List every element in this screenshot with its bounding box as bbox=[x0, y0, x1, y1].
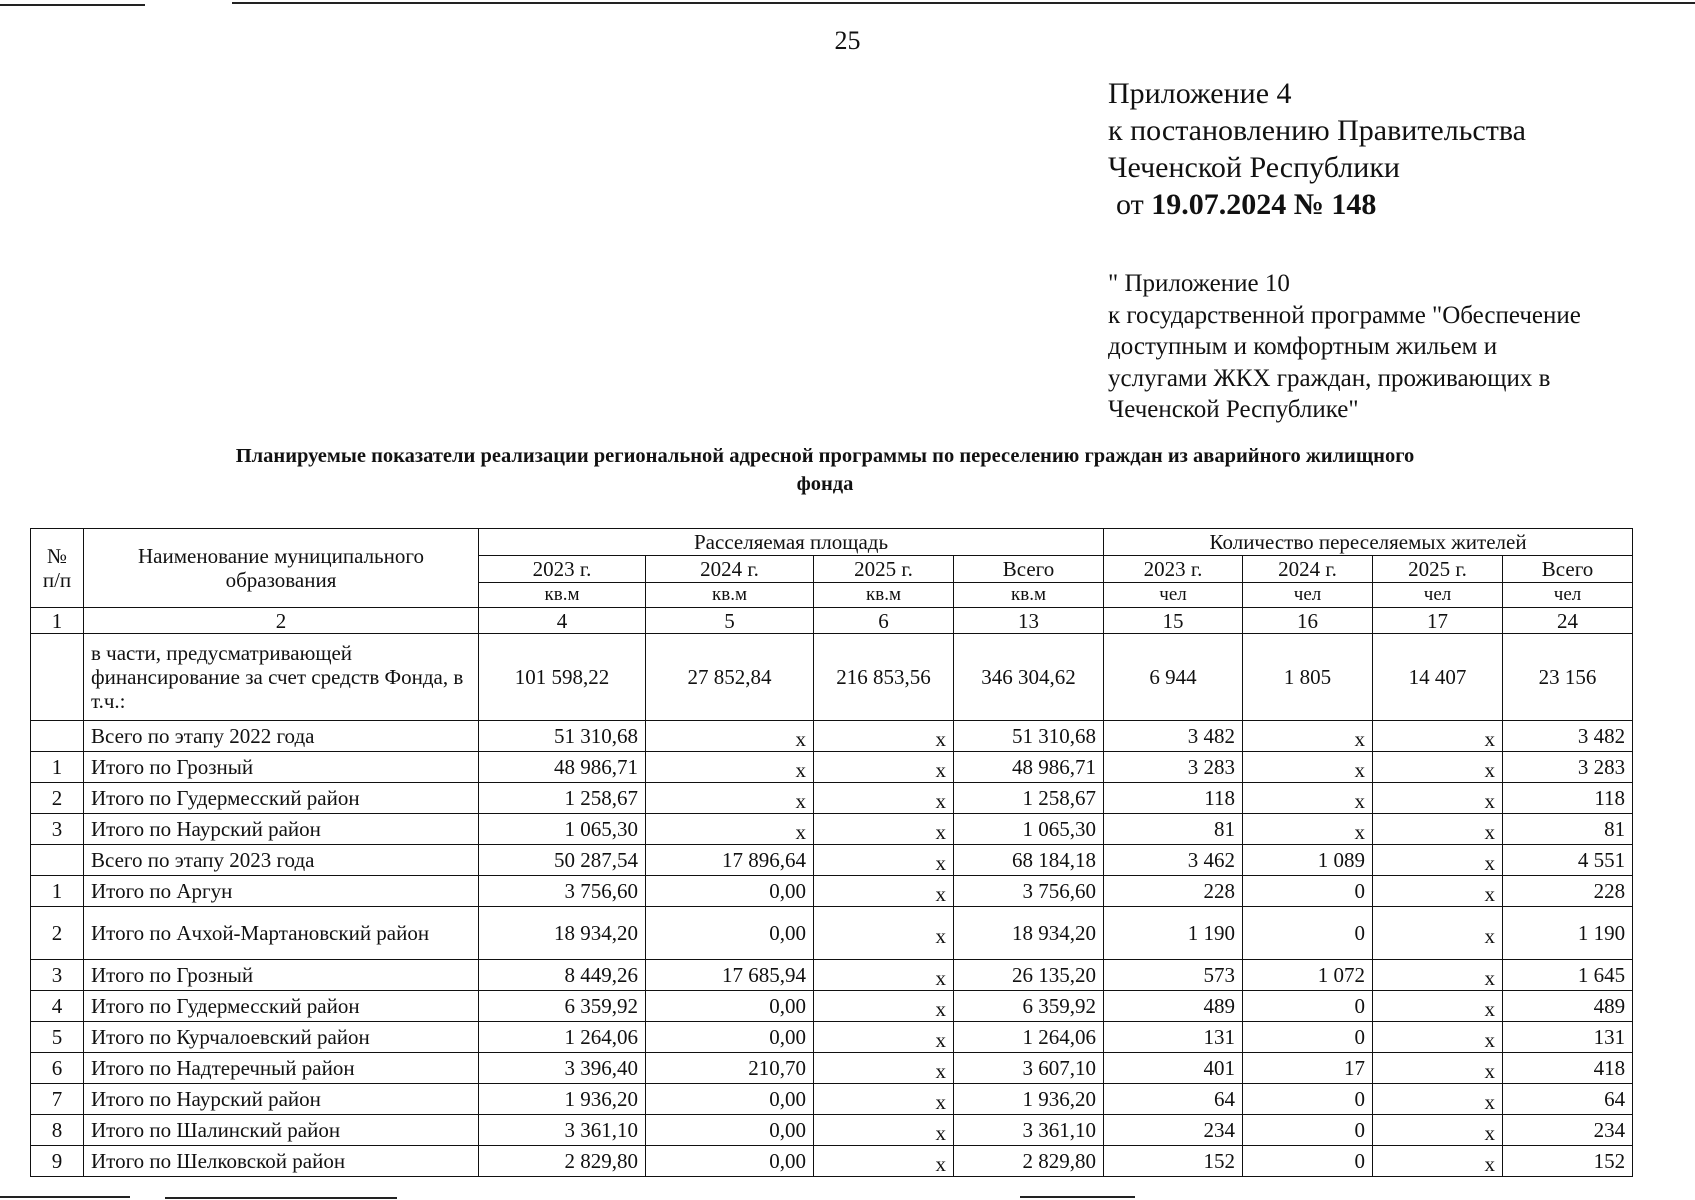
not-applicable-mark: x bbox=[935, 1121, 946, 1145]
header-year-cell: 2023 г. bbox=[479, 556, 646, 583]
value-cell: 3 482 bbox=[1503, 721, 1633, 752]
top-edge-line-left bbox=[0, 4, 145, 6]
value-cell: 81 bbox=[1104, 814, 1243, 845]
header-people-group: Количество переселяемых жителей bbox=[1104, 529, 1633, 556]
table-row bbox=[31, 634, 1633, 721]
value-cell bbox=[814, 1053, 954, 1084]
value-cell: 64 bbox=[1104, 1084, 1243, 1115]
value-cell: 418 bbox=[1503, 1053, 1633, 1084]
not-applicable-mark: x bbox=[935, 1028, 946, 1052]
value-cell: 118 bbox=[1104, 783, 1243, 814]
column-index-cell: 1 bbox=[31, 608, 84, 634]
appendix-date-line bbox=[1108, 186, 1526, 223]
value-cell: 0,00 bbox=[646, 991, 814, 1022]
value-cell: 573 bbox=[1104, 960, 1243, 991]
not-applicable-mark: x bbox=[935, 1059, 946, 1083]
column-index-cell: 24 bbox=[1503, 608, 1633, 634]
header-unit-cell: чел bbox=[1243, 583, 1373, 608]
not-applicable-mark: x bbox=[1484, 820, 1496, 844]
value-cell bbox=[1373, 1022, 1503, 1053]
header-unit-cell: кв.м bbox=[814, 583, 954, 608]
row-name-cell: Итого по Ачхой-Мартановский район bbox=[84, 907, 479, 960]
row-name-cell: Итого по Грозный bbox=[84, 960, 479, 991]
value-cell: 1 936,20 bbox=[954, 1084, 1104, 1115]
header-year-cell: 2024 г. bbox=[646, 556, 814, 583]
header-unit-cell: чел bbox=[1104, 583, 1243, 608]
header-year-cell: Всего bbox=[954, 556, 1104, 583]
row-number-cell: 4 bbox=[31, 991, 84, 1022]
not-applicable-mark: x bbox=[935, 882, 946, 906]
header-unit-cell: чел bbox=[1503, 583, 1633, 608]
program-ref-line-4: услугами ЖКХ граждан, проживающих в bbox=[1108, 364, 1551, 392]
value-cell bbox=[814, 783, 954, 814]
row-number-cell bbox=[31, 845, 84, 876]
value-cell: 1 190 bbox=[1104, 907, 1243, 960]
value-cell bbox=[646, 721, 814, 752]
value-cell bbox=[814, 991, 954, 1022]
value-cell: 0,00 bbox=[646, 1084, 814, 1115]
value-cell: 118 bbox=[1503, 783, 1633, 814]
value-cell: 1 072 bbox=[1243, 960, 1373, 991]
value-cell: 23 156 bbox=[1503, 634, 1633, 721]
row-number-cell: 1 bbox=[31, 752, 84, 783]
value-cell: 8 449,26 bbox=[479, 960, 646, 991]
row-name-cell: в части, предусматривающей финансирование за счет средств Фонда, в т.ч.: bbox=[84, 634, 479, 721]
row-name-cell: Итого по Наурский район bbox=[84, 1084, 479, 1115]
value-cell bbox=[814, 876, 954, 907]
indicators-table bbox=[30, 528, 1633, 1177]
value-cell bbox=[814, 1146, 954, 1177]
value-cell: 17 685,94 bbox=[646, 960, 814, 991]
not-applicable-mark: x bbox=[795, 758, 806, 782]
value-cell: 3 756,60 bbox=[479, 876, 646, 907]
value-cell bbox=[814, 721, 954, 752]
value-cell: 228 bbox=[1503, 876, 1633, 907]
not-applicable-mark: x bbox=[1484, 924, 1496, 948]
program-ref-line-3: доступным и комфортным жильем и bbox=[1108, 333, 1498, 360]
value-cell: 3 756,60 bbox=[954, 876, 1104, 907]
value-cell: 216 853,56 bbox=[814, 634, 954, 721]
row-number-cell: 7 bbox=[31, 1084, 84, 1115]
table-row bbox=[31, 1115, 1633, 1146]
header-name: Наименование муниципального образования bbox=[84, 529, 479, 608]
header-area-group: Расселяемая площадь bbox=[479, 529, 1104, 556]
bottom-edge-line-mid bbox=[165, 1197, 397, 1199]
program-ref-line-1: " Приложение 10 bbox=[1108, 270, 1290, 297]
value-cell: 3 607,10 bbox=[954, 1053, 1104, 1084]
table-row bbox=[31, 907, 1633, 960]
column-index-cell: 15 bbox=[1104, 608, 1243, 634]
program-ref-line-2: к государственной программе "Обеспечение bbox=[1108, 301, 1581, 329]
value-cell: 1 264,06 bbox=[479, 1022, 646, 1053]
row-name-cell: Всего по этапу 2022 года bbox=[84, 721, 479, 752]
row-name-cell: Итого по Аргун bbox=[84, 876, 479, 907]
value-cell: 3 283 bbox=[1503, 752, 1633, 783]
header-unit-cell: чел bbox=[1373, 583, 1503, 608]
value-cell bbox=[646, 783, 814, 814]
value-cell: 0,00 bbox=[646, 876, 814, 907]
header-num: № п/п bbox=[31, 529, 84, 608]
value-cell: 152 bbox=[1503, 1146, 1633, 1177]
header-unit-cell: кв.м bbox=[954, 583, 1104, 608]
table-row bbox=[31, 876, 1633, 907]
value-cell: 3 361,10 bbox=[954, 1115, 1104, 1146]
value-cell: 26 135,20 bbox=[954, 960, 1104, 991]
not-applicable-mark: x bbox=[795, 820, 806, 844]
value-cell bbox=[646, 752, 814, 783]
table-row bbox=[31, 814, 1633, 845]
value-cell: 6 359,92 bbox=[954, 991, 1104, 1022]
value-cell bbox=[1373, 752, 1503, 783]
value-cell bbox=[1373, 907, 1503, 960]
not-applicable-mark: x bbox=[935, 820, 946, 844]
not-applicable-mark: x bbox=[1484, 758, 1496, 782]
value-cell: 234 bbox=[1104, 1115, 1243, 1146]
not-applicable-mark: x bbox=[1354, 758, 1366, 782]
column-index-cell: 4 bbox=[479, 608, 646, 634]
not-applicable-mark: x bbox=[1484, 1152, 1496, 1176]
value-cell: 401 bbox=[1104, 1053, 1243, 1084]
not-applicable-mark: x bbox=[935, 997, 946, 1021]
value-cell: 3 361,10 bbox=[479, 1115, 646, 1146]
not-applicable-mark: x bbox=[1354, 727, 1366, 751]
program-reference bbox=[1108, 268, 1581, 426]
value-cell: 489 bbox=[1503, 991, 1633, 1022]
table-row bbox=[31, 752, 1633, 783]
table-row bbox=[31, 1084, 1633, 1115]
value-cell: 1 258,67 bbox=[954, 783, 1104, 814]
value-cell: 68 184,18 bbox=[954, 845, 1104, 876]
value-cell: 64 bbox=[1503, 1084, 1633, 1115]
value-cell bbox=[1243, 814, 1373, 845]
value-cell: 1 089 bbox=[1243, 845, 1373, 876]
value-cell bbox=[1373, 1053, 1503, 1084]
value-cell: 0 bbox=[1243, 907, 1373, 960]
header-year-cell: 2025 г. bbox=[1373, 556, 1503, 583]
header-row-column-index bbox=[31, 608, 1633, 634]
header-year-cell: 2025 г. bbox=[814, 556, 954, 583]
row-name-cell: Итого по Гудермесский район bbox=[84, 991, 479, 1022]
header-year-cell: 2024 г. bbox=[1243, 556, 1373, 583]
row-name-cell: Итого по Шалинский район bbox=[84, 1115, 479, 1146]
row-number-cell: 8 bbox=[31, 1115, 84, 1146]
table-row bbox=[31, 783, 1633, 814]
table-row bbox=[31, 1053, 1633, 1084]
value-cell: 3 283 bbox=[1104, 752, 1243, 783]
value-cell: 14 407 bbox=[1373, 634, 1503, 721]
document-title-line-2: фонда bbox=[796, 473, 854, 495]
value-cell: 1 645 bbox=[1503, 960, 1633, 991]
not-applicable-mark: x bbox=[1484, 997, 1496, 1021]
not-applicable-mark: x bbox=[1484, 966, 1496, 990]
table-body bbox=[31, 634, 1633, 1177]
value-cell: 131 bbox=[1104, 1022, 1243, 1053]
value-cell: 18 934,20 bbox=[479, 907, 646, 960]
not-applicable-mark: x bbox=[935, 851, 946, 875]
not-applicable-mark: x bbox=[935, 1090, 946, 1114]
value-cell: 0 bbox=[1243, 1115, 1373, 1146]
row-number-cell: 2 bbox=[31, 907, 84, 960]
not-applicable-mark: x bbox=[795, 789, 806, 813]
appendix-block bbox=[1108, 75, 1526, 223]
value-cell: 1 065,30 bbox=[954, 814, 1104, 845]
value-cell: 131 bbox=[1503, 1022, 1633, 1053]
value-cell bbox=[1243, 721, 1373, 752]
appendix-date-value: 19.07.2024 № 148 bbox=[1151, 188, 1377, 221]
header-row-groups bbox=[31, 529, 1633, 556]
value-cell: 27 852,84 bbox=[646, 634, 814, 721]
value-cell: 101 598,22 bbox=[479, 634, 646, 721]
value-cell: 0,00 bbox=[646, 1146, 814, 1177]
row-number-cell bbox=[31, 721, 84, 752]
value-cell: 489 bbox=[1104, 991, 1243, 1022]
value-cell: 17 896,64 bbox=[646, 845, 814, 876]
header-year-cell: 2023 г. bbox=[1104, 556, 1243, 583]
not-applicable-mark: x bbox=[795, 727, 806, 751]
appendix-date-prefix: от bbox=[1116, 188, 1152, 221]
value-cell bbox=[1373, 991, 1503, 1022]
not-applicable-mark: x bbox=[1484, 882, 1496, 906]
row-name-cell: Итого по Шелковской район bbox=[84, 1146, 479, 1177]
column-index-cell: 17 bbox=[1373, 608, 1503, 634]
row-name-cell: Итого по Грозный bbox=[84, 752, 479, 783]
not-applicable-mark: x bbox=[935, 727, 946, 751]
bottom-edge-line-left bbox=[0, 1196, 130, 1198]
not-applicable-mark: x bbox=[1484, 789, 1496, 813]
value-cell: 0,00 bbox=[646, 907, 814, 960]
table-row bbox=[31, 960, 1633, 991]
header-year-cell: Всего bbox=[1503, 556, 1633, 583]
value-cell bbox=[1373, 814, 1503, 845]
document-title-line-1: Планируемые показатели реализации региональной адресной программы по переселению граждан из аварийного жилищного bbox=[235, 445, 1415, 467]
value-cell: 1 805 bbox=[1243, 634, 1373, 721]
row-number-cell: 3 bbox=[31, 960, 84, 991]
appendix-line-1: Приложение 4 bbox=[1108, 77, 1292, 110]
value-cell: 3 462 bbox=[1104, 845, 1243, 876]
page-number: 25 bbox=[834, 26, 861, 55]
column-index-cell: 6 bbox=[814, 608, 954, 634]
value-cell: 18 934,20 bbox=[954, 907, 1104, 960]
value-cell bbox=[1373, 1115, 1503, 1146]
value-cell: 17 bbox=[1243, 1053, 1373, 1084]
value-cell: 0 bbox=[1243, 991, 1373, 1022]
value-cell bbox=[1373, 876, 1503, 907]
table-row bbox=[31, 721, 1633, 752]
not-applicable-mark: x bbox=[1484, 851, 1496, 875]
value-cell: 0 bbox=[1243, 1022, 1373, 1053]
row-number-cell bbox=[31, 634, 84, 721]
column-index-cell: 16 bbox=[1243, 608, 1373, 634]
value-cell: 51 310,68 bbox=[954, 721, 1104, 752]
value-cell: 2 829,80 bbox=[479, 1146, 646, 1177]
header-unit-cell: кв.м bbox=[479, 583, 646, 608]
table-row bbox=[31, 991, 1633, 1022]
value-cell: 1 264,06 bbox=[954, 1022, 1104, 1053]
row-number-cell: 5 bbox=[31, 1022, 84, 1053]
value-cell bbox=[814, 814, 954, 845]
value-cell bbox=[814, 1084, 954, 1115]
header-unit-cell: кв.м bbox=[646, 583, 814, 608]
value-cell bbox=[1243, 783, 1373, 814]
value-cell: 6 944 bbox=[1104, 634, 1243, 721]
row-number-cell: 9 bbox=[31, 1146, 84, 1177]
not-applicable-mark: x bbox=[935, 789, 946, 813]
not-applicable-mark: x bbox=[1484, 1121, 1496, 1145]
value-cell bbox=[814, 845, 954, 876]
not-applicable-mark: x bbox=[1354, 820, 1366, 844]
appendix-line-2: к постановлению Правительства bbox=[1108, 114, 1526, 147]
row-name-cell: Итого по Гудермесский район bbox=[84, 783, 479, 814]
value-cell: 3 396,40 bbox=[479, 1053, 646, 1084]
value-cell: 346 304,62 bbox=[954, 634, 1104, 721]
value-cell: 48 986,71 bbox=[954, 752, 1104, 783]
value-cell: 210,70 bbox=[646, 1053, 814, 1084]
column-index-cell: 2 bbox=[84, 608, 479, 634]
value-cell: 81 bbox=[1503, 814, 1633, 845]
value-cell: 228 bbox=[1104, 876, 1243, 907]
row-number-cell: 3 bbox=[31, 814, 84, 845]
value-cell: 0,00 bbox=[646, 1115, 814, 1146]
table-row bbox=[31, 845, 1633, 876]
document-title bbox=[60, 442, 1590, 498]
value-cell bbox=[814, 1115, 954, 1146]
row-number-cell: 1 bbox=[31, 876, 84, 907]
row-number-cell: 6 bbox=[31, 1053, 84, 1084]
value-cell: 4 551 bbox=[1503, 845, 1633, 876]
value-cell bbox=[1373, 845, 1503, 876]
value-cell bbox=[1373, 783, 1503, 814]
value-cell: 51 310,68 bbox=[479, 721, 646, 752]
value-cell: 1 936,20 bbox=[479, 1084, 646, 1115]
value-cell: 1 065,30 bbox=[479, 814, 646, 845]
value-cell: 0 bbox=[1243, 876, 1373, 907]
table-row bbox=[31, 1146, 1633, 1177]
value-cell: 1 258,67 bbox=[479, 783, 646, 814]
value-cell: 0 bbox=[1243, 1084, 1373, 1115]
appendix-line-3: Чеченской Республики bbox=[1108, 151, 1400, 184]
value-cell bbox=[814, 752, 954, 783]
top-edge-line-right bbox=[232, 2, 1695, 4]
not-applicable-mark: x bbox=[935, 1152, 946, 1176]
bottom-edge-line-right bbox=[1020, 1196, 1135, 1198]
value-cell: 152 bbox=[1104, 1146, 1243, 1177]
value-cell: 1 190 bbox=[1503, 907, 1633, 960]
value-cell: 0 bbox=[1243, 1146, 1373, 1177]
row-name-cell: Итого по Надтеречный район bbox=[84, 1053, 479, 1084]
value-cell bbox=[814, 1022, 954, 1053]
value-cell: 6 359,92 bbox=[479, 991, 646, 1022]
value-cell bbox=[1373, 1146, 1503, 1177]
program-ref-line-5: Чеченской Республике" bbox=[1108, 396, 1359, 423]
value-cell bbox=[1373, 721, 1503, 752]
not-applicable-mark: x bbox=[935, 924, 946, 948]
value-cell bbox=[814, 960, 954, 991]
not-applicable-mark: x bbox=[1484, 1090, 1496, 1114]
not-applicable-mark: x bbox=[1354, 789, 1366, 813]
value-cell: 234 bbox=[1503, 1115, 1633, 1146]
row-number-cell: 2 bbox=[31, 783, 84, 814]
value-cell: 0,00 bbox=[646, 1022, 814, 1053]
value-cell: 48 986,71 bbox=[479, 752, 646, 783]
row-name-cell: Итого по Курчалоевский район bbox=[84, 1022, 479, 1053]
value-cell bbox=[1373, 1084, 1503, 1115]
not-applicable-mark: x bbox=[1484, 1059, 1496, 1083]
not-applicable-mark: x bbox=[935, 966, 946, 990]
value-cell bbox=[1373, 960, 1503, 991]
value-cell bbox=[814, 907, 954, 960]
column-index-cell: 13 bbox=[954, 608, 1104, 634]
value-cell: 2 829,80 bbox=[954, 1146, 1104, 1177]
value-cell bbox=[646, 814, 814, 845]
value-cell bbox=[1243, 752, 1373, 783]
value-cell: 3 482 bbox=[1104, 721, 1243, 752]
not-applicable-mark: x bbox=[1484, 727, 1496, 751]
table-row bbox=[31, 1022, 1633, 1053]
not-applicable-mark: x bbox=[935, 758, 946, 782]
not-applicable-mark: x bbox=[1484, 1028, 1496, 1052]
row-name-cell: Всего по этапу 2023 года bbox=[84, 845, 479, 876]
value-cell: 50 287,54 bbox=[479, 845, 646, 876]
row-name-cell: Итого по Наурский район bbox=[84, 814, 479, 845]
column-index-cell: 5 bbox=[646, 608, 814, 634]
